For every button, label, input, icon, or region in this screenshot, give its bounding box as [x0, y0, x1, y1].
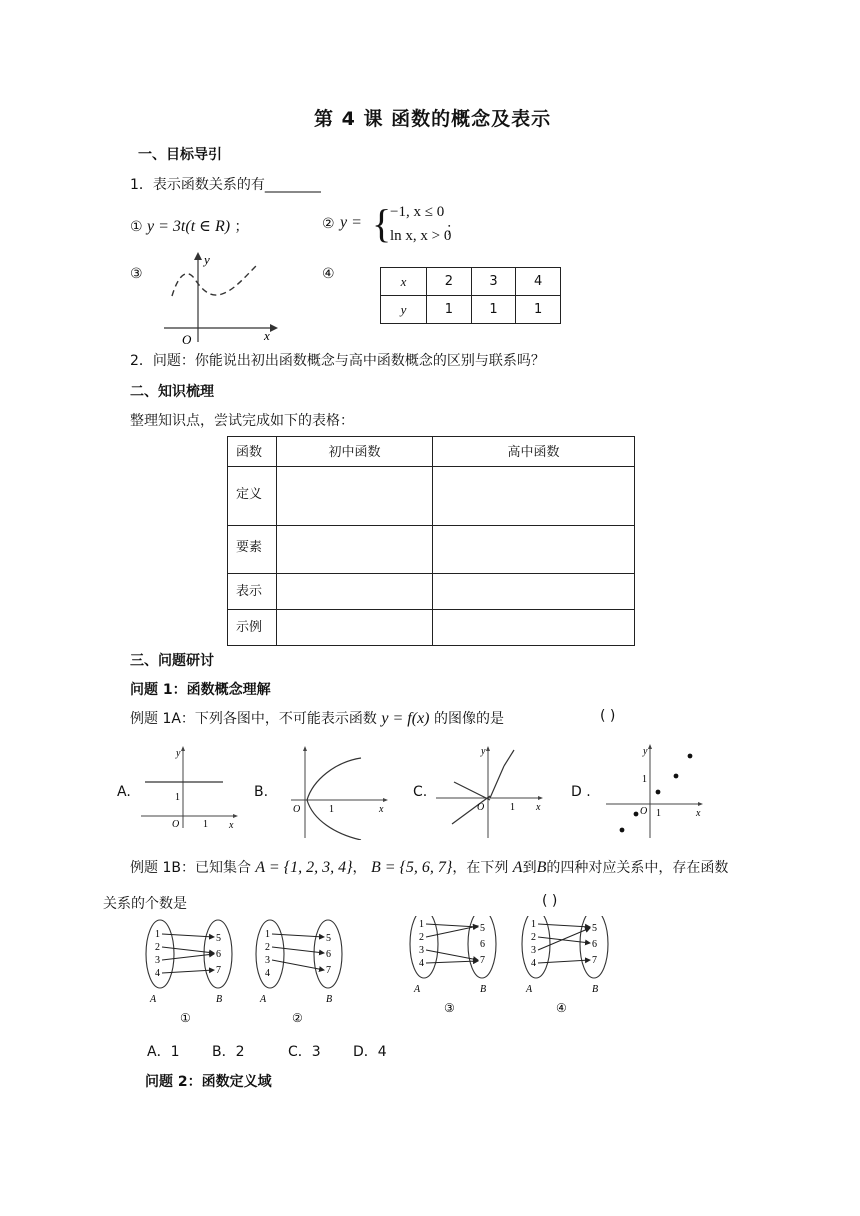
table-header: 高中函数 — [433, 437, 635, 467]
example-1a — [130, 708, 504, 728]
example-1b-paren: ( ) — [542, 893, 558, 909]
table-row-label: 示例 — [228, 610, 277, 646]
page-title: 第 4 课 函数的概念及表示 — [314, 108, 552, 130]
option-c-graph — [430, 744, 550, 840]
answer-a: A．1 — [147, 1044, 180, 1060]
svg-text:y: y — [481, 746, 486, 757]
brace-icon: { — [372, 201, 392, 246]
item-4-num: ④ — [322, 266, 335, 282]
example-1a-expr: y = f(x) — [381, 710, 430, 727]
svg-text:O: O — [477, 802, 485, 813]
section-2-intro: 整理知识点，尝试完成如下的表格： — [130, 413, 354, 429]
table-cell: 2 — [427, 268, 472, 296]
item-2-sep: ； — [446, 221, 460, 237]
table-cell: 1 — [516, 296, 561, 324]
table-cell: x — [381, 268, 427, 296]
option-b-label: B. — [254, 784, 269, 800]
table-cell: 4 — [516, 268, 561, 296]
table-row-label: 定义 — [228, 467, 277, 526]
svg-text:y: y — [176, 748, 181, 759]
question-1: 1．表示函数关系的有________ — [130, 177, 321, 193]
diagram-num: ① — [180, 1011, 191, 1025]
section-heading-1: 一、目标导引 — [138, 147, 222, 163]
option-c-label: C. — [413, 784, 428, 800]
example-1b-text-c: 的四种对应关系中，存在函数 — [546, 860, 729, 876]
diagram-num: ② — [292, 1011, 303, 1025]
table-cell: 1 — [471, 296, 516, 324]
svg-text:1: 1 — [175, 792, 180, 803]
knowledge-table — [227, 436, 635, 646]
table-row-label: 要素 — [228, 526, 277, 574]
example-1b-mid: 到 — [522, 860, 537, 876]
svg-text:1: 1 — [203, 819, 208, 830]
item-2-case1: −1, x ≤ 0 — [390, 204, 445, 220]
item-3-origin: O — [182, 332, 192, 346]
svg-text:1: 1 — [510, 802, 515, 813]
item-3-ylabel: y — [204, 252, 210, 267]
item-2-num: ② — [322, 216, 335, 232]
set-b: B = {5, 6, 7} — [370, 859, 453, 876]
item-1-expr: y = 3t(t ∈ R) — [147, 218, 231, 235]
item-1-sep: ； — [234, 219, 249, 235]
svg-text:x: x — [379, 804, 384, 815]
item-2-case2: ln x, x > 0 — [390, 228, 452, 244]
svg-text:x: x — [696, 808, 701, 819]
option-a-label: A. — [117, 784, 131, 800]
section-heading-3: 三、问题研讨 — [130, 653, 214, 669]
item-3-num: ③ — [130, 266, 143, 282]
answer-c: C．3 — [288, 1044, 321, 1060]
example-1a-text: 例题 1A：下列各图中，不可能表示函数 — [130, 711, 377, 727]
svg-text:1: 1 — [656, 808, 661, 819]
item-1-num: ① — [130, 219, 143, 235]
table-header: 初中函数 — [277, 437, 433, 467]
diagram-num: ③ — [444, 1001, 455, 1015]
svg-text:O: O — [640, 806, 648, 817]
example-1b-text-b: ，在下列 — [452, 860, 509, 876]
example-1a-paren: ( ) — [600, 708, 616, 724]
svg-text:x: x — [536, 802, 541, 813]
table-row-label: 表示 — [228, 574, 277, 610]
table-cell: 1 — [427, 296, 472, 324]
item-3-xlabel: x — [264, 328, 270, 343]
answer-b: B．2 — [212, 1044, 245, 1060]
example-1b-line2: 关系的个数是 — [103, 896, 187, 912]
svg-text:1: 1 — [329, 804, 334, 815]
item-4-table — [380, 267, 561, 324]
item-3-graph — [160, 250, 280, 346]
example-1b-line1 — [130, 857, 728, 877]
svg-text:1: 1 — [642, 774, 647, 785]
item-2 — [322, 201, 462, 250]
svg-text:x: x — [229, 820, 234, 830]
table-cell: 3 — [471, 268, 516, 296]
section-heading-2: 二、知识梳理 — [130, 384, 214, 400]
item-1 — [130, 216, 249, 236]
svg-text:O: O — [172, 819, 180, 830]
example-1a-tail: 的图像的是 — [433, 711, 504, 727]
problem-2-title: 问题 2：函数定义域 — [145, 1074, 272, 1090]
option-d-graph — [600, 740, 710, 840]
problem-1-title: 问题 1：函数概念理解 — [130, 682, 271, 698]
diagram-num: ④ — [556, 1001, 567, 1015]
mapping-diagrams — [136, 916, 636, 1028]
option-b-graph — [285, 744, 395, 840]
example-1b-comma: ， — [352, 860, 367, 876]
question-2: 2．问题：你能说出初出函数概念与高中函数概念的区别与联系吗？ — [130, 353, 545, 369]
option-d-label: D . — [571, 784, 591, 800]
option-a-graph — [135, 744, 245, 830]
svg-text:O: O — [293, 804, 301, 815]
item-2-lhs: y = — [340, 214, 362, 231]
table-header: 函数 — [228, 437, 277, 467]
table-cell: y — [381, 296, 427, 324]
set-a: A = {1, 2, 3, 4} — [255, 859, 353, 876]
example-1b-text: 例题 1B：已知集合 — [130, 860, 251, 876]
svg-text:y: y — [643, 746, 648, 757]
set-b-ref: B — [536, 859, 547, 876]
answer-d: D．4 — [353, 1044, 387, 1060]
set-a-ref: A — [512, 859, 523, 876]
